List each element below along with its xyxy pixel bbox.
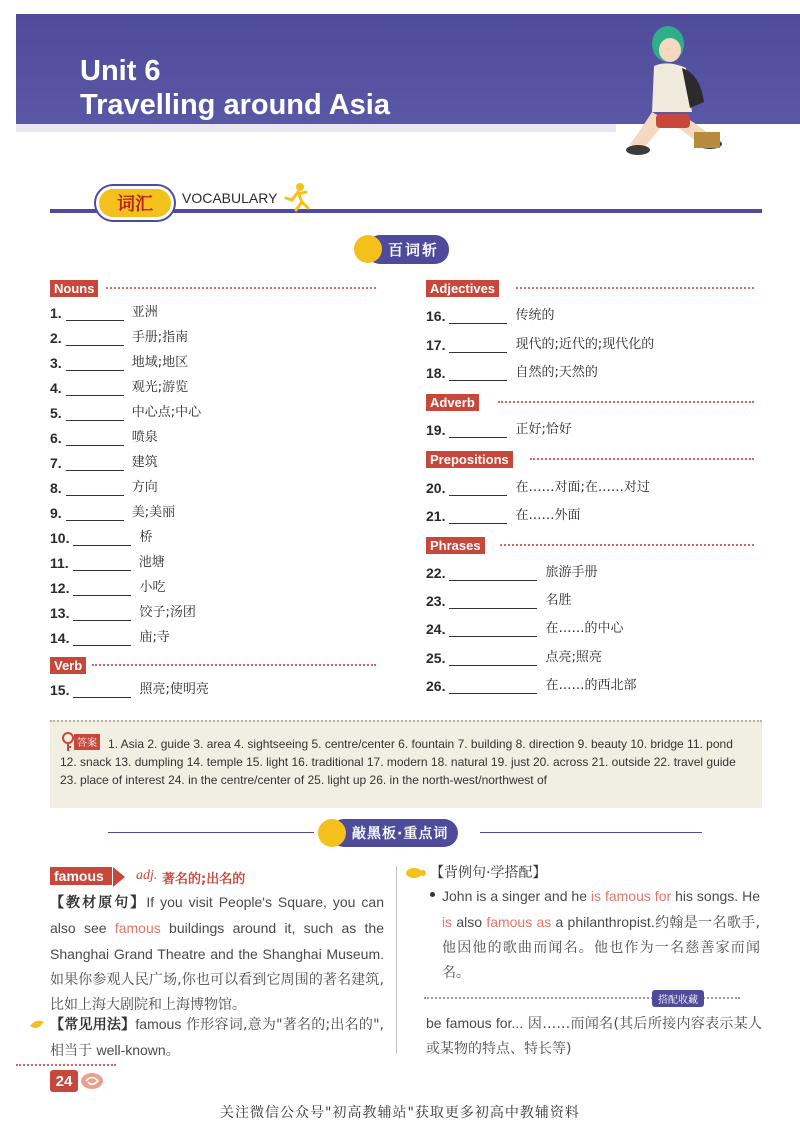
answer-blank[interactable] xyxy=(449,652,537,666)
item-meaning: 在……的中心 xyxy=(545,621,624,636)
board-divider-right xyxy=(480,832,702,833)
category-adjectives: Adjectives xyxy=(426,280,499,297)
item-number: 26. xyxy=(426,678,446,694)
arrow-icon xyxy=(113,867,125,887)
item-meaning: 地域;地区 xyxy=(131,355,189,370)
vocab-row xyxy=(426,508,580,524)
unit-name: Travelling around Asia xyxy=(80,89,390,121)
board-title xyxy=(318,818,458,848)
item-number: 20. xyxy=(426,480,446,496)
item-meaning: 饺子;汤团 xyxy=(139,605,196,620)
example-highlight-1: is famous for xyxy=(590,888,672,904)
item-meaning: 喷泉 xyxy=(131,430,158,445)
item-number: 24. xyxy=(426,621,446,637)
answer-blank[interactable] xyxy=(449,567,537,581)
runner-icon xyxy=(284,182,310,212)
vocab-row xyxy=(50,380,188,396)
vocab-row xyxy=(426,650,602,666)
answer-blank[interactable] xyxy=(449,595,537,609)
answer-blank[interactable] xyxy=(73,684,131,698)
category-prepositions: Prepositions xyxy=(426,451,513,468)
answer-blank[interactable] xyxy=(449,482,507,496)
item-number: 15. xyxy=(50,682,70,698)
vocab-row xyxy=(50,305,158,321)
item-meaning: 小吃 xyxy=(139,580,166,595)
example-text-1: John is a singer and he xyxy=(442,888,591,904)
source-highlight: famous xyxy=(114,920,161,936)
usage-end: 。 xyxy=(165,1043,180,1059)
answer-blank[interactable] xyxy=(73,607,131,621)
vocab-label: VOCABULARY xyxy=(180,190,283,206)
vocab-row xyxy=(426,365,598,381)
item-meaning: 自然的;天然的 xyxy=(515,365,598,380)
dotted-rule xyxy=(92,664,376,666)
answer-blank[interactable] xyxy=(449,339,507,353)
item-meaning: 在……的西北部 xyxy=(545,678,637,693)
page-number: 24 xyxy=(50,1070,78,1092)
answer-blank[interactable] xyxy=(66,457,124,471)
vocab-row xyxy=(50,405,201,421)
column-divider xyxy=(396,866,397,1054)
dotted-rule xyxy=(498,401,754,403)
word-definition: 著名的;出名的 xyxy=(162,872,246,887)
vocab-row xyxy=(50,330,188,346)
usage-text: 作形容词,意为"著名的;出名的",相当于 xyxy=(50,1017,385,1059)
swirl-icon xyxy=(80,1072,104,1090)
unit-title xyxy=(80,54,390,122)
vocab-row xyxy=(50,430,158,446)
vocab-row xyxy=(50,505,175,521)
item-meaning: 中心点;中心 xyxy=(131,405,202,420)
runner-badge-icon xyxy=(354,235,382,263)
item-meaning: 方向 xyxy=(131,480,158,495)
answer-blank[interactable] xyxy=(449,310,507,324)
girl-illustration xyxy=(608,16,738,158)
item-meaning: 美;美丽 xyxy=(131,505,176,520)
vocab-row xyxy=(50,355,188,371)
header-strip xyxy=(16,124,616,132)
vocab-row xyxy=(426,593,571,609)
vocab-row xyxy=(426,678,636,694)
vocab-row xyxy=(426,308,554,324)
item-number: 12. xyxy=(50,580,70,596)
example-sentence xyxy=(442,884,760,986)
answer-blank[interactable] xyxy=(73,632,131,646)
example-translation: 约翰是一名歌手,他因他的歌曲而闻名。他也作为一名慈善家而闻名。 xyxy=(442,915,761,981)
item-meaning: 池塘 xyxy=(138,555,165,570)
answer-blank[interactable] xyxy=(73,582,131,596)
item-number: 4. xyxy=(50,380,62,396)
answer-blank[interactable] xyxy=(66,307,124,321)
item-number: 25. xyxy=(426,650,446,666)
item-number: 5. xyxy=(50,405,62,421)
item-meaning: 在……对面;在……对过 xyxy=(515,480,650,495)
dotted-rule xyxy=(530,458,754,460)
example-highlight-2: is xyxy=(442,914,453,930)
item-meaning: 亚洲 xyxy=(131,305,158,320)
dotted-rule xyxy=(516,287,754,289)
unit-number: Unit 6 xyxy=(80,55,161,87)
answer-text: 1. Asia 2. guide 3. area 4. sightseeing 5. centre/center 6. fountain 7. building 8. direction 9. beauty 10. bridge 11. pond 12. snack 13. dumpling 14. temple 15. light 16. traditional 17. modern 18. natural 19. just 20. across 21. outside 22. travel guide 23. place of interest 24. in the centre/center of 25. light up 26. in the north-west/northwest of xyxy=(60,737,736,787)
vocab-row xyxy=(426,337,654,353)
item-number: 13. xyxy=(50,605,70,621)
vocab-row xyxy=(50,530,152,546)
collocation-phrase: be famous for... xyxy=(426,1015,524,1031)
usage-word: famous xyxy=(135,1016,182,1032)
board-divider-left xyxy=(108,832,314,833)
vocab-row xyxy=(426,621,623,637)
vocab-row xyxy=(50,630,170,646)
vocab-row xyxy=(50,605,196,621)
item-meaning: 照亮;使明亮 xyxy=(139,682,209,697)
subsection-label: 百词斩 xyxy=(366,235,449,264)
example-highlight-3: famous as xyxy=(486,914,552,930)
item-number: 6. xyxy=(50,430,62,446)
category-adverb: Adverb xyxy=(426,394,479,411)
example-text-2: his songs. He xyxy=(671,888,760,904)
answer-blank[interactable] xyxy=(73,532,131,546)
item-number: 16. xyxy=(426,308,446,324)
category-phrases: Phrases xyxy=(426,537,485,554)
dotted-rule xyxy=(500,544,754,546)
subsection-title xyxy=(354,234,449,264)
source-sentence xyxy=(50,890,384,1018)
answer-label: 答案 xyxy=(77,738,97,749)
item-number: 14. xyxy=(50,630,70,646)
board-label: 敲黑板·重点词 xyxy=(330,819,458,847)
vocab-row xyxy=(426,565,597,581)
vocab-row xyxy=(426,480,650,496)
item-meaning: 正好;恰好 xyxy=(515,422,572,437)
item-meaning: 现代的;近代的;现代化的 xyxy=(515,337,655,352)
item-number: 10. xyxy=(50,530,70,546)
answer-blank[interactable] xyxy=(449,623,537,637)
item-number: 7. xyxy=(50,455,62,471)
example-heading xyxy=(404,862,546,882)
answer-blank[interactable] xyxy=(449,424,507,438)
item-number: 2. xyxy=(50,330,62,346)
answer-blank[interactable] xyxy=(73,557,131,571)
item-number: 1. xyxy=(50,305,62,321)
source-text-a: If you visit People's Square, you can also see xyxy=(50,894,384,936)
item-meaning: 点亮;照亮 xyxy=(545,650,602,665)
item-number: 9. xyxy=(50,505,62,521)
item-number: 22. xyxy=(426,565,446,581)
collocation-note xyxy=(426,1011,762,1062)
item-meaning: 建筑 xyxy=(131,455,158,470)
item-meaning: 桥 xyxy=(139,530,153,545)
answer-blank[interactable] xyxy=(449,367,507,381)
item-meaning: 名胜 xyxy=(545,593,572,608)
vocab-row xyxy=(426,422,572,438)
item-meaning: 手册;指南 xyxy=(131,330,189,345)
item-meaning: 传统的 xyxy=(515,308,555,323)
item-number: 11. xyxy=(50,555,69,571)
example-label: 【背例句·学搭配】 xyxy=(430,865,547,881)
example-text-3: also xyxy=(452,914,487,930)
item-number: 21. xyxy=(426,508,446,524)
item-meaning: 在……外面 xyxy=(515,508,581,523)
item-number: 8. xyxy=(50,480,62,496)
dotted-rule xyxy=(106,287,376,289)
vocab-row xyxy=(50,480,158,496)
source-text-b: buildings around it, such as the Shanghai Grand Theatre and the Shanghai Museum. xyxy=(50,920,384,962)
item-number: 3. xyxy=(50,355,62,371)
item-number: 17. xyxy=(426,337,446,353)
usage-note xyxy=(50,1012,384,1064)
vocab-row xyxy=(50,580,165,596)
item-number: 19. xyxy=(426,422,446,438)
answer-blank[interactable] xyxy=(449,680,537,694)
answer-blank[interactable] xyxy=(66,382,124,396)
answer-blank[interactable] xyxy=(66,507,124,521)
bullet xyxy=(430,892,435,897)
vocab-row xyxy=(50,455,158,471)
vocab-row xyxy=(50,682,209,698)
category-nouns: Nouns xyxy=(50,280,98,297)
usage-label: 【常见用法】 xyxy=(50,1017,136,1033)
footer-dotted-rule xyxy=(16,1064,116,1066)
answer-blank[interactable] xyxy=(66,332,124,346)
bird-icon xyxy=(28,1016,46,1032)
answer-blank[interactable] xyxy=(66,432,124,446)
answer-blank[interactable] xyxy=(66,407,124,421)
source-label: 【教材原句】 xyxy=(50,895,147,911)
key-word: famous xyxy=(50,867,112,885)
vocab-row xyxy=(50,555,165,571)
footer-note: 关注微信公众号"初高教辅站"获取更多初高中教辅资料 xyxy=(220,1105,580,1121)
item-number: 23. xyxy=(426,593,446,609)
answer-blank[interactable] xyxy=(66,482,124,496)
item-number: 18. xyxy=(426,365,446,381)
answer-blank[interactable] xyxy=(449,510,507,524)
source-translation: 如果你参观人民广场,你也可以看到它周围的著名建筑,比如上海大剧院和上海博物馆。 xyxy=(50,972,384,1013)
item-meaning: 观光;游览 xyxy=(131,380,189,395)
answer-blank[interactable] xyxy=(66,357,124,371)
part-of-speech: adj. xyxy=(136,868,158,883)
item-meaning: 旅游手册 xyxy=(545,565,598,580)
vocab-badge: 词汇 xyxy=(96,186,174,220)
usage-synonym: well-known xyxy=(96,1042,166,1058)
tortoise-icon xyxy=(404,865,426,879)
item-meaning: 庙;寺 xyxy=(139,630,170,645)
runner-badge-icon xyxy=(318,819,346,847)
category-verb: Verb xyxy=(50,657,86,674)
collect-tag: 搭配收藏 xyxy=(652,990,704,1007)
collocation-meaning: 因……而闻名(其后所接内容表示某人或某物的特点、特长等) xyxy=(426,1016,763,1057)
example-text-4: a philanthropist. xyxy=(551,914,655,930)
